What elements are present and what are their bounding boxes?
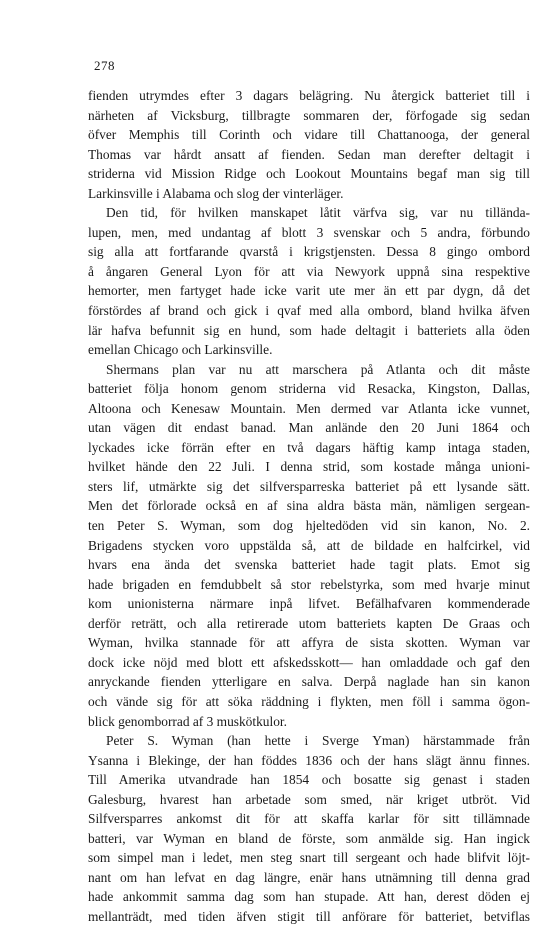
text-line: ten Peter S. Wyman, som dog hjeltedöden vid sin kanon, No. 2. bbox=[88, 518, 530, 534]
text-line: hvars ena ända det svenska batteriet hade tagit plats. Emot sig bbox=[88, 557, 530, 573]
text-line: Brigadens stycken voro uppstälda så, att de bildade en halfcirkel, vid bbox=[88, 537, 530, 553]
text-line: Shermans plan var nu att marschera på Atlanta och dit måste bbox=[106, 361, 530, 377]
text-line: närheten af Vicksburg, tillbragte sommaren der, förfogade sig sedan bbox=[88, 107, 530, 123]
text-line: mellanträdt, med tiden äfven stigit till anförare för batteriet, betviflas bbox=[88, 908, 530, 924]
text-line: blick genomborrad af 3 muskötkulor. bbox=[88, 713, 287, 729]
page-number: 278 bbox=[94, 58, 115, 73]
text-line: striderna vid Mission Ridge och Lookout Mountains begaf man sig till bbox=[88, 166, 530, 182]
text-line: Den tid, för hvilken manskapet låtit värfva sig, var nu tillända- bbox=[106, 205, 530, 221]
text-line: lupen, men, med undantag af blott 3 svenskar och 5 andra, förbundo bbox=[88, 224, 530, 240]
text-line: Galesburg, hvarest han arbetade som smed, när kriget utbröt. Vid bbox=[88, 791, 530, 807]
text-line: batteri, var Wyman en bland de förste, som anmälde sig. Han ingick bbox=[88, 830, 530, 846]
text-line: öfver Memphis till Corinth och vidare till Chattanooga, der general bbox=[88, 127, 530, 143]
text-line: Wyman, hvilka stannade för att affyra de sista skotten. Wyman var bbox=[88, 635, 530, 651]
text-line: hade ankommit samma dag som han stupade. Att han, derest döden ej bbox=[88, 889, 530, 905]
text-line: lyckades icke förrän efter en två dagars häftig kamp intaga staden, bbox=[88, 439, 530, 455]
text-line: hvilket hände den 22 Juli. I denna strid, som kostade många unioni- bbox=[88, 459, 530, 475]
text-line: anryckande fienden ytterligare en salva. Derpå naglade han sin kanon bbox=[88, 674, 530, 690]
text-line: och vände sig för att söka räddning i flykten, men föll i samma ögon- bbox=[88, 693, 530, 709]
text-line: Ysanna i Blekinge, der han föddes 1836 och der hans slägt ännu finnes. bbox=[88, 752, 530, 768]
text-line: Till Amerika utvandrade han 1854 och bosatte sig genast i staden bbox=[88, 772, 530, 788]
text-line: Men det förlorade också en af sina aldra bästa män, nämligen sergean- bbox=[88, 498, 530, 514]
body-text bbox=[88, 86, 530, 927]
text-line: nant om han lefvat en dag längre, enär hans utnämning till denna grad bbox=[88, 869, 530, 885]
text-line: sig alla att fortfarande qvarstå i krigstjensten. Dessa 8 gingo ombord bbox=[88, 244, 530, 260]
text-line: Thomas var hårdt ansatt af fienden. Sedan man derefter deltagit i bbox=[88, 146, 530, 162]
text-line: å ångaren General Lyon för att via Newyork uppnå sina respektive bbox=[88, 263, 530, 279]
text-line: batteriet följa honom genom striderna vid Resacka, Kingston, Dallas, bbox=[88, 381, 530, 397]
text-line: Altoona och Kenesaw Mountain. Men dermed var Atlanta icke vunnet, bbox=[88, 400, 530, 416]
text-line: förstördes af brand och gick i qvaf med alla ombord, bland hvilka äfven bbox=[88, 303, 530, 319]
text-line: fienden utrymdes efter 3 dagars belägring. Nu återgick batteriet till i bbox=[88, 88, 530, 103]
text-line: hade brigaden en femdubbelt så stor rebelstyrka, som med hvarje minut bbox=[88, 576, 530, 592]
text-line: kom unionisterna närmare inpå lifvet. Befälhafvaren kommenderade bbox=[88, 596, 530, 612]
text-line: Silfversparres ankomst dit för att skaffa karlar för sitt tillämnade bbox=[88, 811, 530, 827]
text-line: lär hafva befunnit sig en hund, som hade deltagit i batteriets alla öden bbox=[88, 322, 530, 338]
text-line: Larkinsville i Alabama och slog der vinterläger. bbox=[88, 185, 344, 201]
text-line: dock icke nöjd med blott ett afskedsskott— han omladdade och gaf den bbox=[88, 654, 530, 670]
text-line: som simpel man i ledet, men steg snart till sergeant och hade blifvit löjt- bbox=[88, 850, 530, 866]
text-line: derför reträtt, och alla retirerade utom batteriets kapten De Graas och bbox=[88, 615, 530, 631]
text-line: Peter S. Wyman (han hette i Sverge Yman) härstammade från bbox=[106, 733, 530, 749]
text-line: sters lif, utmärkte sig det silfversparreska batteriet på ett lysande sätt. bbox=[88, 478, 530, 494]
text-line: utan vägen dit endast banad. Man anlände den 20 Juni 1864 och bbox=[88, 420, 530, 436]
text-line: emellan Chicago och Larkinsville. bbox=[88, 342, 273, 358]
text-line: hemorter, men fartyget hade icke varit ute mer än ett par dygn, då det bbox=[88, 283, 530, 299]
